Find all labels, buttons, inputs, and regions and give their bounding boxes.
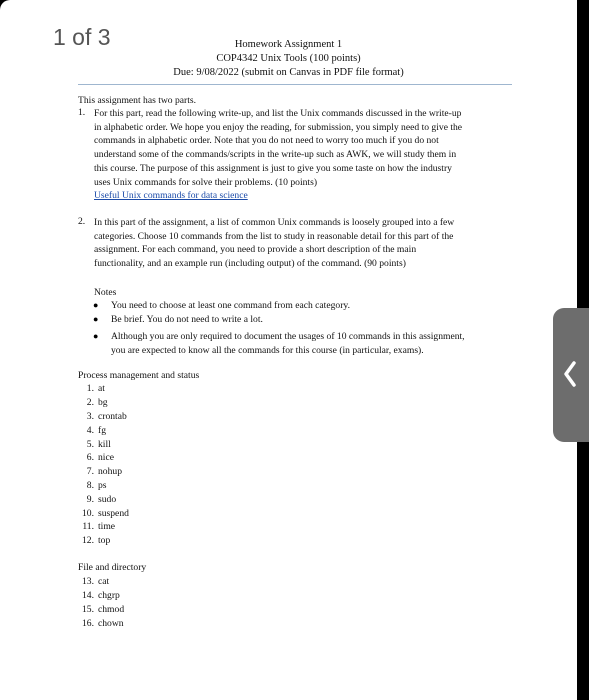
part1-line: understand some of the commands/scripts in the write-up such as AWK, we will study them in bbox=[94, 149, 457, 161]
part1-line: this course. The purpose of this assignment is just to give you some taste on how the industry bbox=[94, 162, 452, 174]
list-item: 13. cat bbox=[82, 576, 110, 587]
list-item: 9. sudo bbox=[86, 494, 117, 505]
part2-line: categories. Choose 10 commands from the list to study in reasonable detail for this part of the bbox=[94, 230, 454, 242]
part2-line: functionality, and an example run (including output) of the command. (90 points) bbox=[94, 258, 406, 270]
list-item: 6. nice bbox=[86, 452, 114, 463]
list-item: 8. ps bbox=[86, 480, 107, 491]
note-item bbox=[111, 313, 263, 327]
list-item: 14. chgrp bbox=[82, 590, 120, 601]
part2-paragraph bbox=[94, 216, 454, 271]
list-item: 11. time bbox=[82, 521, 116, 532]
course-line: COP4342 Unix Tools (100 points) bbox=[216, 53, 361, 64]
notes-label: Notes bbox=[94, 287, 117, 298]
header-rule bbox=[78, 84, 512, 85]
list-item: 15. chmod bbox=[82, 604, 125, 615]
note-text: you are expected to know all the commands for this course (in particular, exams). bbox=[111, 344, 424, 356]
list-item: 16. chown bbox=[82, 618, 124, 629]
list-item: 2. bg bbox=[86, 397, 108, 408]
bullet-icon: ● bbox=[93, 331, 99, 341]
list-item: 7. nohup bbox=[86, 466, 122, 477]
note-item bbox=[111, 330, 465, 357]
list-item: 3. crontab bbox=[86, 411, 127, 422]
part1-number: 1. bbox=[78, 107, 86, 118]
due-line: Due: 9/08/2022 (submit on Canvas in PDF file format) bbox=[173, 67, 404, 78]
note-text: Be brief. You do not need to write a lot. bbox=[111, 314, 263, 325]
part1-paragraph bbox=[94, 107, 462, 203]
category-title: Process management and status bbox=[78, 370, 200, 381]
note-item bbox=[111, 299, 350, 313]
part2-number: 2. bbox=[78, 216, 86, 227]
category-title: File and directory bbox=[78, 562, 147, 573]
list-item: 10. suspend bbox=[82, 508, 129, 519]
list-item: 12. top bbox=[82, 535, 111, 546]
note-text: You need to choose at least one command from each category. bbox=[111, 300, 350, 311]
list-item: 1. at bbox=[86, 383, 105, 394]
intro-text: This assignment has two parts. bbox=[78, 95, 197, 106]
part1-line: For this part, read the following write-up, and list the Unix commands discussed in the write-up bbox=[94, 108, 462, 119]
list-item: 5. kill bbox=[86, 439, 111, 450]
part2-line: In this part of the assignment, a list of common Unix commands is loosely grouped into a few bbox=[94, 217, 455, 228]
part2-line: assignment. For each command, you need to provide a short description of the main bbox=[94, 244, 417, 256]
side-panel-toggle[interactable] bbox=[553, 308, 589, 442]
part1-line: uses Unix commands for solve their problems. (10 points) bbox=[94, 176, 318, 188]
bullet-icon: ● bbox=[93, 314, 99, 324]
list-item: 4. fg bbox=[86, 425, 106, 436]
part1-line: commands in alphabetic order. Note that you do not need to worry too much if you do not bbox=[94, 135, 439, 147]
bullet-icon: ● bbox=[93, 300, 99, 310]
page-counter: 1 of 3 bbox=[53, 24, 111, 50]
part1-line: in alphabetic order. We hope you enjoy the reading, for submission, you simply need to give the bbox=[94, 121, 463, 133]
assignment-title: Homework Assignment 1 bbox=[234, 39, 343, 50]
data-science-link[interactable]: Useful Unix commands for data science bbox=[94, 190, 248, 202]
note-text: Although you are only required to document the usages of 10 commands in this assignment, bbox=[111, 331, 465, 342]
chevron-left-icon bbox=[563, 360, 577, 388]
